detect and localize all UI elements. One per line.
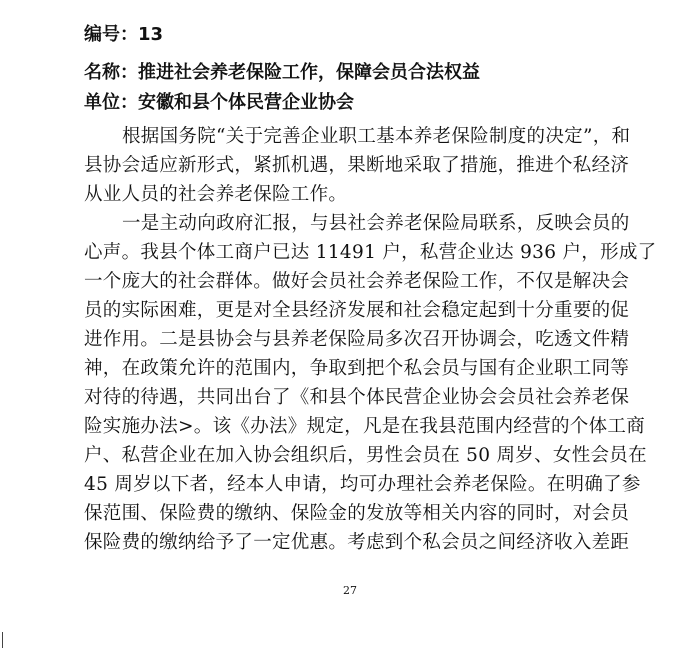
doc-number-line [84,22,163,48]
doc-unit-value: 安徽和县个体民营企业协会 [138,92,354,113]
body-line: 县协会适应新形式，紧抓机遇，果断地采取了措施，推进个私经济 [84,155,630,176]
doc-number-value: 13 [138,24,164,45]
body-line: 从业人员的社会养老保险工作。 [84,184,348,205]
body-line: 员的实际困难，更是对全县经济发展和社会稳定起到十分重要的促 [84,300,630,321]
doc-unit-line [84,90,354,116]
body-line: 一个庞大的社会群体。做好会员社会养老保险工作，不仅是解决会 [84,271,630,292]
body-line: 一是主动向政府汇报，与县社会养老保险局联系，反映会员的 [122,213,630,234]
body-line: 保范围、保险费的缴纳、保险金的发放等相关内容的同时，对会员 [84,503,630,524]
body-line: 险实施办法>。该《办法》规定，凡是在我县范围内经营的个体工商 [84,416,646,437]
body-line: 心声。我县个体工商户已达 11491 户，私营企业达 936 户，形成了 [84,242,657,263]
body-line: 对待的待遇，共同出台了《和县个体民营企业协会会员社会养老保 [84,387,630,408]
body-line: 根据国务院“关于完善企业职工基本养老保险制度的决定”，和 [122,126,631,147]
doc-name-value: 推进社会养老保险工作，保障会员合法权益 [138,62,480,83]
doc-name-line [84,60,480,86]
body-line: 45 周岁以下者，经本人申请，均可办理社会养老保险。在明确了参 [84,474,641,495]
body-line: 户、私营企业在加入协会组织后，男性会员在 50 周岁、女性会员在 [84,445,647,466]
doc-unit-label: 单位： [84,92,138,113]
doc-number-label: 编号： [84,24,138,45]
body-line: 保险费的缴纳给予了一定优惠。考虑到个私会员之间经济收入差距 [84,532,630,553]
scan-edge-mark [2,632,3,648]
doc-name-label: 名称： [84,62,138,83]
page-number: 27 [343,584,357,597]
body-line: 进作用。二是县协会与县养老保险局多次召开协调会，吃透文件精 [84,329,630,350]
body-line: 神，在政策允许的范围内，争取到把个私会员与国有企业职工同等 [84,358,630,379]
